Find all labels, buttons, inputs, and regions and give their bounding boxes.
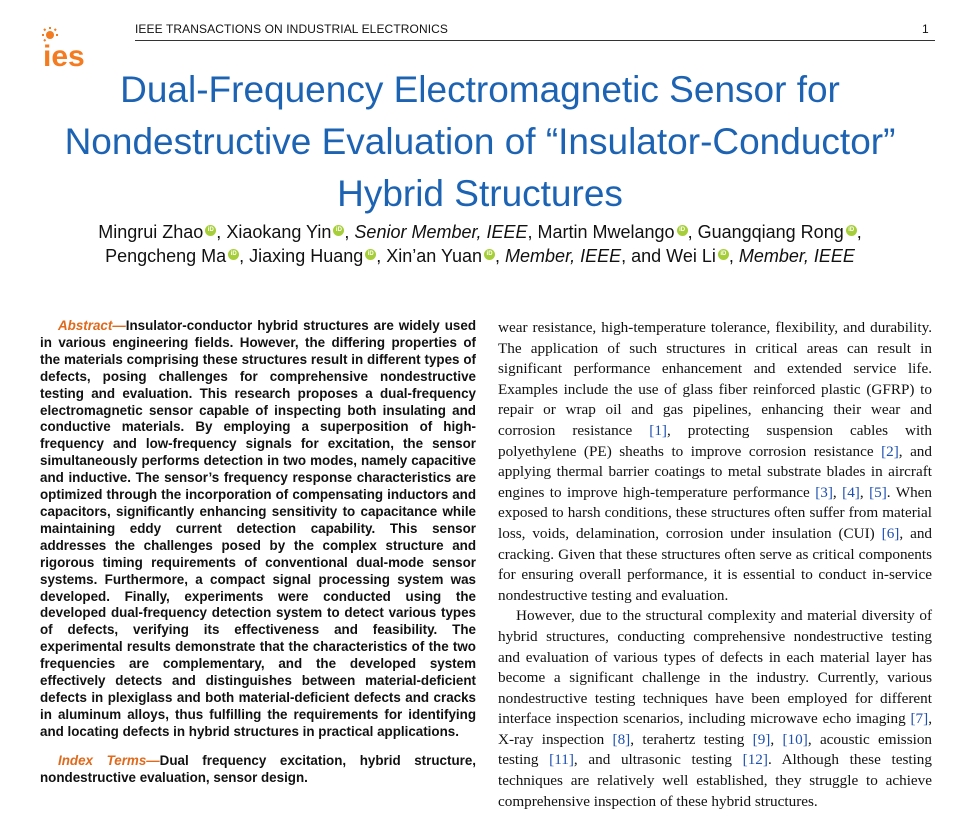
orcid-icon[interactable]: iD (677, 225, 688, 236)
author-name: Xiaokang Yin (226, 222, 332, 242)
index-terms (40, 753, 476, 787)
body-text: . Although these testing techniques are relatively well established, they struggle to achieve comprehensive inspection of these hybrid structures. (498, 751, 932, 810)
author-list: Mingrui Zhao iD , Xiaokang Yin iD , Senior Member, IEEE, Martin Mwelango iD , Guangqiang Rong iD , Pengcheng Ma iD , Jiaxing Huang iD , Xin’an Yuan iD , Member, IEEE, and Wei Li iD , Member, IEEE (98, 222, 862, 266)
body-text: , and ultrasonic testing (573, 751, 743, 769)
conjunction: and (631, 246, 662, 266)
logo-text: ies (43, 40, 85, 73)
orcid-icon[interactable]: iD (718, 249, 729, 260)
author-name: Wei Li (666, 246, 716, 266)
body-text: . When exposed to harsh conditions, these structures often suffer from material loss, voids, delamination, corrosion under insulation (CUI) (498, 483, 932, 542)
index-terms-label: Index Terms— (58, 752, 160, 768)
body-text: , acoustic emission testing (498, 730, 933, 769)
citation-link[interactable]: [8] (612, 730, 631, 748)
citation-link[interactable]: [2] (881, 442, 899, 460)
body-text: , and applying thermal barrier coatings to metal substrate blades in aircraft engines to improve high-temperature performance (498, 442, 932, 501)
author-role: Member, IEEE (738, 246, 855, 266)
abstract-label: Abstract— (58, 318, 126, 333)
body-paragraph: wear resistance, high-temperature tolerance, flexibility, and durability. The application of such structures in critical areas can result in significant performance enhancement and extended service life. Examples include the use of glass fiber reinforced plastic (GFRP) to repair or wrap oil and gas pipelines, enhancing their wear and corrosion resistance [1], protecting suspension cables with polyethylene (PE) sheaths to improve corrosion resistance [2], and applying thermal barrier coatings to metal substrate blades in aircraft engines to improve high-temperature performance [3], [4], [5]. When exposed to harsh conditions, these structures often suffer from material loss, voids, delamination, corrosion under insulation (CUI) [6], and cracking. Given that these structures often serve as critical components for ensuring overall performance, it is essential to conduct in-service nondestructive testing and evaluation. (498, 319, 933, 604)
abstract-text: Insulator-conductor hybrid structures are widely used in various engineering fields. However, the differing properties of the materials comprising these structures result in different types of defects, posing challenges for comprehensive nondestructive testing and evaluation. This research proposes a dual-frequency electromagnetic sensor capable of inspecting both insulating and conductive materials. By employing a superposition of high-frequency and low-frequency signals for excitation, the sensor simultaneously performs detection in two modes, namely capacitive and inductive. The sensor’s frequency response characteristics are optimized through the incorporation of compensating inductors and capacitors, significantly enhancing sensitivity to capacitance while maintaining eddy current detection capability. This sensor addresses the challenges posed by the complex structure and rigorous timing requirements of conventional dual-mode sensor systems. Furthermore, a compact signal processing system was developed. Finally, experiments were conducted using the developed dual-frequency detection system to detect various types of defects, verifying its effectiveness and feasibility. The experimental results demonstrate that the characteristics of the two frequencies are complementary, and the developed system effectively detects and distinguishes between material-deficient defects in plexiglass and both material-deficient defects and cracks in aluminum alloys, thus fulfilling the requirements for identifying and locating defects in hybrid structures in practical applications. (40, 318, 476, 739)
orcid-icon[interactable]: iD (846, 225, 857, 236)
body-text: , protecting suspension cables with polyethylene (PE) sheaths to improve corrosion resistance (498, 421, 932, 460)
citation-link[interactable]: [9] (752, 730, 771, 748)
abstract (40, 318, 476, 741)
author-name: Xin’an Yuan (386, 246, 483, 266)
header-rule (135, 40, 935, 41)
citation-link[interactable]: [3] (815, 483, 833, 501)
journal-name: IEEE TRANSACTIONS ON INDUSTRIAL ELECTRONICS (135, 22, 449, 36)
abstract-column (40, 318, 476, 786)
orcid-icon[interactable]: iD (228, 249, 239, 260)
citation-link[interactable]: [6] (881, 524, 900, 542)
citation-link[interactable]: [12] (742, 751, 768, 769)
body-paragraph: However, due to the structural complexity and material diversity of hybrid structures, conducting comprehensive nondestructive testing and evaluation of various types of defects in each material layer has become a significant challenge in the industry. Currently, various nondestructive testing techniques have been employed for different interface inspection scenarios, including microwave echo imaging [7], X-ray inspection [8], terahertz testing [9], [10], acoustic emission testing [11], and ultrasonic testing [12]. Although these testing techniques are relatively well established, they struggle to achieve comprehensive inspection of these hybrid structures. (498, 607, 933, 810)
author-role: Member, IEEE (505, 246, 622, 266)
author-name: Martin Mwelango (537, 222, 675, 242)
paper-title: Dual-Frequency Electromagnetic Sensor for Nondestructive Evaluation of “Insulator-Conductor” Hybrid Structures (64, 69, 896, 214)
citation-link[interactable]: [10] (782, 730, 808, 748)
orcid-icon[interactable]: iD (365, 249, 376, 260)
citation-link[interactable]: [1] (649, 421, 667, 439)
body-text: , and cracking. Given that these structures often serve as critical components for ensuring overall performance, it is essential to conduct in-service nondestructive testing and evaluation. (498, 524, 933, 604)
citation-link[interactable]: [7] (910, 710, 929, 728)
citation-link[interactable]: [5] (869, 483, 887, 501)
body-text: , X-ray inspection (498, 710, 932, 748)
author-name: Jiaxing Huang (249, 246, 364, 266)
body-text: wear resistance, high-temperature tolerance, flexibility, and durability. The application of such structures in critical areas can result in significant performance enhancement and extended service life. Examples include the use of glass fiber reinforced plastic (GFRP) to repair or wrap oil and gas pipelines, enhancing their wear and corrosion resistance (498, 319, 932, 439)
author-role: Senior Member, IEEE (354, 222, 528, 242)
author-name: Pengcheng Ma (105, 246, 227, 266)
orcid-icon[interactable]: iD (333, 225, 344, 236)
author-name: Mingrui Zhao (98, 222, 204, 242)
orcid-icon[interactable]: iD (484, 249, 495, 260)
body-text: , terahertz testing (630, 730, 753, 748)
citation-link[interactable]: [11] (549, 751, 574, 769)
orcid-icon[interactable]: iD (205, 225, 216, 236)
page-number: 1 (922, 22, 929, 36)
index-terms-text: Dual frequency excitation, hybrid structure, nondestructive evaluation, sensor design. (40, 752, 476, 785)
author-name: Guangqiang Rong (697, 222, 844, 242)
body-column (498, 318, 932, 812)
page-header (0, 0, 960, 73)
body-text: However, due to the structural complexity and material diversity of hybrid structures, conducting comprehensive nondestructive testing and evaluation of various types of defects in each material layer has become a significant challenge in the industry. Currently, various nondestructive testing techniques have been employed for different interface inspection scenarios, including microwave echo imaging (498, 607, 932, 728)
citation-link[interactable]: [4] (842, 483, 860, 501)
